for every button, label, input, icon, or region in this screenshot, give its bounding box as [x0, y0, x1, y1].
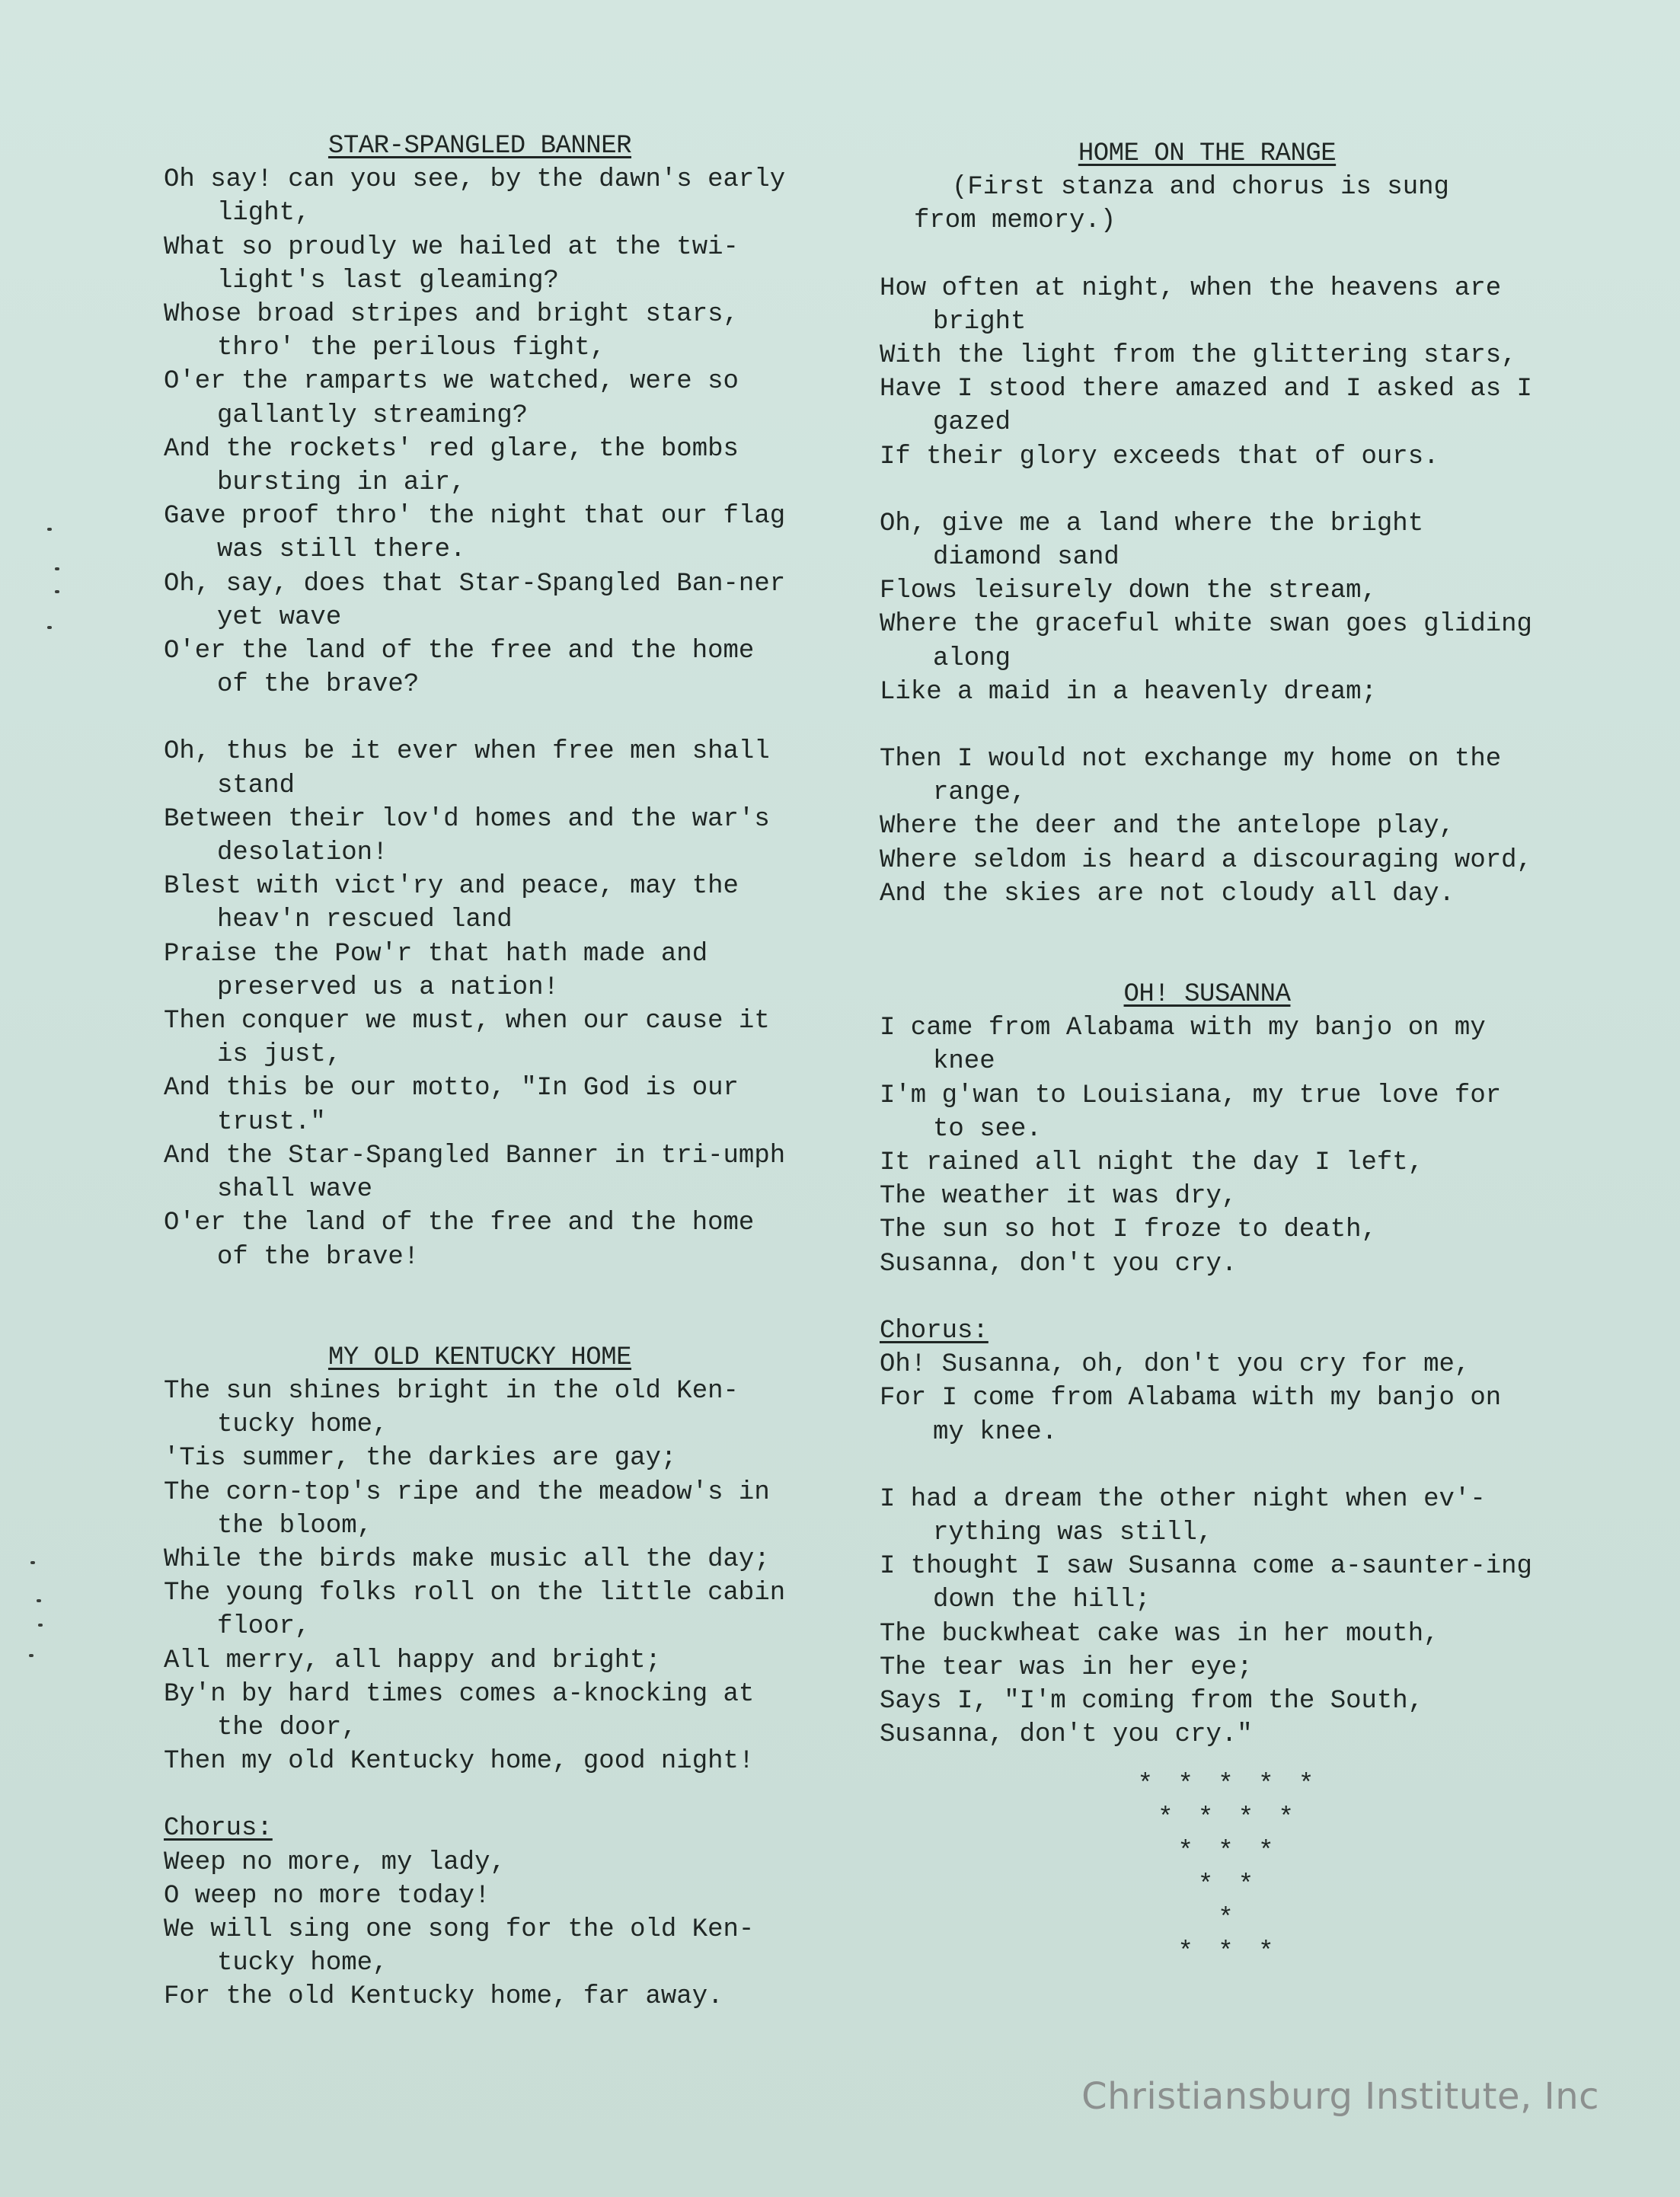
susanna-chorus-label: Chorus:	[880, 1316, 989, 1346]
lyric-line: It rained all night the day I left,	[880, 1148, 1424, 1178]
lyric-line: O weep no more today!	[164, 1881, 490, 1911]
lyric-line: Oh, give me a land where the bright diamond sand	[880, 509, 1439, 573]
lyric-line: I came from Alabama with my banjo on my knee	[880, 1014, 1502, 1077]
lyric-line: Where the deer and the antelope play,	[880, 812, 1455, 841]
star-row: * * * *	[1158, 1804, 1298, 1834]
star-spangled-stanza-2	[164, 735, 801, 1273]
lyric-line: The sun so hot I froze to death,	[880, 1215, 1377, 1245]
star-row: * *	[1197, 1871, 1259, 1901]
watermark: Christiansburg Institute, Inc	[1081, 2075, 1599, 2118]
margin-speck	[55, 567, 59, 570]
lyric-line: O'er the land of the free and the home of the brave?	[164, 637, 770, 700]
lyric-line: Flows leisurely down the stream,	[880, 576, 1377, 606]
susanna-chorus	[880, 1348, 1535, 1449]
range-stanza-1	[880, 272, 1548, 474]
range-note	[914, 171, 1535, 238]
lyric-line: The corn-top's ripe and the meadow's in the bloom,	[164, 1477, 786, 1541]
lyric-line: 'Tis summer, the darkies are gay;	[164, 1444, 677, 1474]
lyric-line: By'n by hard times comes a-knocking at the door,	[164, 1679, 770, 1742]
lyric-line: The tear was in her eye;	[880, 1653, 1253, 1682]
lyric-line: What so proudly we hailed at the twi-light's last gleaming?	[164, 232, 739, 295]
lyric-line: Oh! Susanna, oh, don't you cry for me,	[880, 1350, 1471, 1380]
lyric-line: We will sing one song for the old Ken-tucky home,	[164, 1914, 755, 1978]
lyric-line: Susanna, don't you cry."	[880, 1720, 1253, 1750]
susanna-verse-1	[880, 1011, 1535, 1281]
lyric-line: Weep no more, my lady,	[164, 1847, 506, 1877]
lyric-line: Blest with vict'ry and peace, may the heav'n rescued land	[164, 872, 755, 935]
lyric-line: Where the graceful white swan goes gliding along	[880, 610, 1548, 673]
lyric-line: And the Star-Spangled Banner in tri-umph shall wave	[164, 1141, 801, 1205]
lyric-line: I had a dream the other night when ev'-rything was still,	[880, 1484, 1486, 1547]
star-row: *	[1218, 1905, 1238, 1934]
lyric-line: The buckwheat cake was in her mouth,	[880, 1619, 1439, 1649]
kentucky-title: MY OLD KENTUCKY HOME	[327, 1343, 632, 1372]
susanna-verse-2	[880, 1483, 1548, 1752]
lyric-line: With the light from the glittering stars,	[880, 341, 1517, 371]
lyric-line: Says I, "I'm coming from the South,	[880, 1686, 1424, 1716]
lyric-line: O'er the ramparts we watched, were so gallantly streaming?	[164, 367, 755, 430]
margin-speck	[55, 590, 59, 593]
kentucky-chorus-label: Chorus:	[164, 1814, 273, 1844]
lyric-line: Then my old Kentucky home, good night!	[164, 1747, 755, 1777]
lyric-line: If their glory exceeds that of ours.	[880, 442, 1439, 471]
margin-speck	[37, 1599, 41, 1602]
lyric-line: The young folks roll on the little cabin floor,	[164, 1579, 801, 1642]
range-stanza-2	[880, 507, 1548, 709]
margin-speck	[38, 1624, 43, 1627]
lyric-line: Then conquer we must, when our cause it is just,	[164, 1007, 786, 1070]
lyric-line: Like a maid in a heavenly dream;	[880, 677, 1377, 707]
note-line: from memory.)	[914, 206, 1116, 236]
margin-speck	[29, 1654, 34, 1657]
lyric-line: I'm g'wan to Louisiana, my true love for to see.	[880, 1081, 1517, 1144]
lyric-line: Have I stood there amazed and I asked as I gazed	[880, 375, 1548, 438]
lyric-line: Whose broad stripes and bright stars, thro' the perilous fight,	[164, 300, 755, 363]
lyric-line: All merry, all happy and bright;	[164, 1646, 661, 1675]
lyric-line: And the skies are not cloudy all day.	[880, 879, 1455, 908]
star-row: * * * * *	[1137, 1771, 1319, 1800]
lyric-line: Praise the Pow'r that hath made and preserved us a nation!	[164, 939, 723, 1002]
kentucky-verse	[164, 1375, 801, 1778]
lyric-line: I thought I saw Susanna come a-saunter-ing down the hill;	[880, 1552, 1548, 1615]
lyric-line: How often at night, when the heavens are bright	[880, 273, 1517, 337]
kentucky-chorus	[164, 1846, 796, 2014]
star-spangled-title: STAR-SPANGLED BANNER	[327, 132, 632, 161]
star-ornament	[880, 1768, 1535, 1969]
star-row: * * *	[1177, 1838, 1279, 1867]
right-column	[880, 137, 1548, 1969]
lyric-line: O'er the land of the free and the home of the brave!	[164, 1209, 770, 1272]
range-title: HOME ON THE RANGE	[1078, 139, 1337, 168]
lyric-line: And the rockets' red glare, the bombs bursting in air,	[164, 434, 755, 498]
star-spangled-stanza-1	[164, 163, 801, 701]
lyric-line: Between their lov'd homes and the war's desolation!	[164, 804, 786, 868]
lyric-line: For I come from Alabama with my banjo on my knee.	[880, 1384, 1517, 1447]
margin-speck	[47, 528, 52, 531]
lyric-line: Gave proof thro' the night that our flag was still there.	[164, 502, 801, 565]
left-column	[164, 129, 801, 2014]
range-stanza-3	[880, 742, 1535, 911]
lyric-line: Oh say! can you see, by the dawn's early light,	[164, 165, 801, 228]
lyric-line: Susanna, don't you cry.	[880, 1249, 1238, 1279]
lyric-line: Where seldom is heard a discouraging word,	[880, 845, 1532, 875]
note-line: (First stanza and chorus is sung	[952, 173, 1449, 203]
lyric-line: Oh, say, does that Star-Spangled Ban-ner yet wave	[164, 569, 801, 632]
lyric-line: Oh, thus be it ever when free men shall stand	[164, 737, 786, 800]
lyric-line: While the birds make music all the day;	[164, 1544, 770, 1574]
susanna-title: OH! SUSANNA	[1123, 980, 1291, 1010]
lyric-line: For the old Kentucky home, far away.	[164, 1982, 723, 2012]
lyric-line: The sun shines bright in the old Ken-tucky home,	[164, 1376, 739, 1440]
lyric-line: And this be our motto, "In God is our trust."	[164, 1074, 755, 1137]
lyric-line: The weather it was dry,	[880, 1182, 1238, 1212]
star-row: * * *	[1177, 1938, 1279, 1968]
margin-speck	[30, 1561, 35, 1564]
margin-speck	[47, 626, 52, 629]
lyric-line: Then I would not exchange my home on the range,	[880, 745, 1517, 808]
